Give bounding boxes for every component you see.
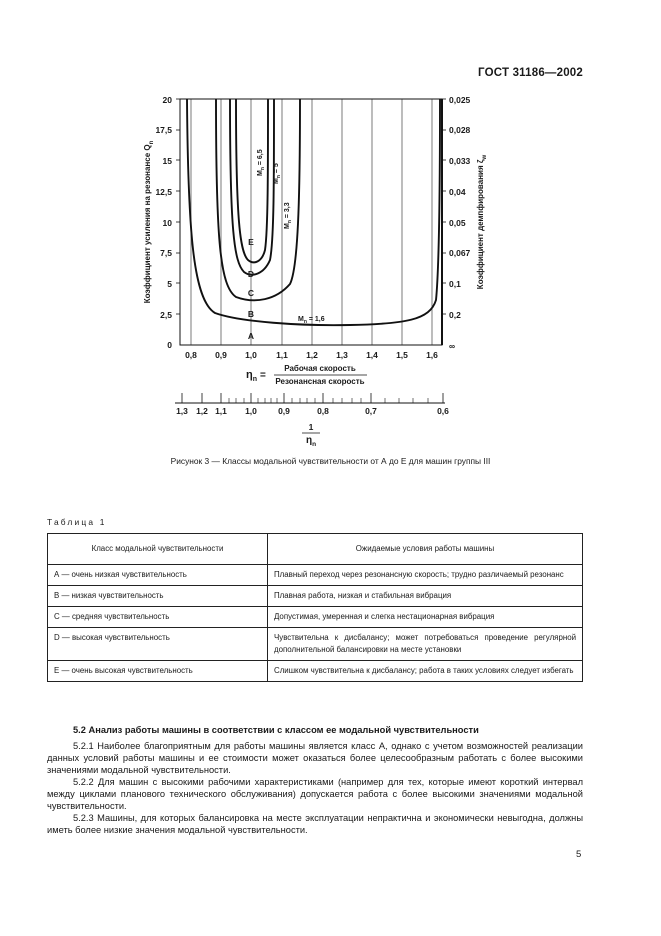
modal-sensitivity-figure bbox=[0, 0, 661, 452]
table-cell-class: С — средняя чувствительность bbox=[48, 607, 268, 628]
page-number: 5 bbox=[576, 849, 582, 860]
table-row bbox=[48, 628, 583, 661]
x-top-tick-0: 0,8 bbox=[185, 350, 197, 360]
y-left-tick-7: 17,5 bbox=[155, 125, 172, 135]
table-label: Таблица 1 bbox=[47, 517, 107, 527]
x-bottom-tick-6: 0,7 bbox=[365, 406, 377, 416]
sensitivity-table bbox=[47, 533, 583, 682]
table-cell-conditions: Плавный переход через резонансную скорость; трудно различаемый резонанс bbox=[268, 565, 583, 586]
table-header-conditions: Ожидаемые условия работы машины bbox=[268, 534, 583, 565]
curve-label-mn-1-6: $M_n = 1,6$ bbox=[298, 316, 325, 325]
table-cell-class: А — очень низкая чувствительность bbox=[48, 565, 268, 586]
x-top-tick-2: 1,0 bbox=[245, 350, 257, 360]
x-bottom-tick-1: 1,2 bbox=[196, 406, 208, 416]
document-code: ГОСТ 31186—2002 bbox=[478, 67, 583, 79]
y-left-tick-4: 10 bbox=[162, 218, 172, 228]
paragraph-5-2-2: 5.2.2 Для машин с высокими рабочими характеристиками (например для тех, которые имеют короткий интервал между циклами планового технического обслуживания) допускается работа с более высокими значениями модальной чувствительности. bbox=[47, 777, 583, 811]
x-top-tick-5: 1,3 bbox=[336, 350, 348, 360]
y-right-tick-0: ∞ bbox=[449, 341, 456, 351]
y-left-tick-0: 0 bbox=[167, 340, 172, 350]
table-cell-class: D — высокая чувствительность bbox=[48, 628, 268, 661]
x-top-tick-7: 1,5 bbox=[396, 350, 408, 360]
ratio-numerator: Рабочая скорость bbox=[284, 364, 356, 373]
zone-label-a: A bbox=[247, 331, 255, 341]
y-right-tick-2: 0,1 bbox=[449, 279, 461, 289]
y-right-tick-7: 0,028 bbox=[449, 125, 471, 135]
inverse-axis-major-ticks bbox=[182, 393, 443, 403]
y-right-tick-1: 0,2 bbox=[449, 310, 461, 320]
y-left-tick-1: 2,5 bbox=[160, 310, 172, 320]
y-right-axis-title: Коэффициент демпфирования $\zeta_w$ bbox=[476, 154, 488, 290]
plot-frame bbox=[180, 99, 442, 345]
curve-mn-3-3 bbox=[216, 99, 300, 300]
x-bottom-tick-3: 1,0 bbox=[245, 406, 257, 416]
table-cell-conditions: Допустимая, умеренная и слегка нестационарная вибрация bbox=[268, 607, 583, 628]
x-bottom-tick-7: 0,6 bbox=[437, 406, 449, 416]
table-header-row bbox=[48, 534, 583, 565]
zone-label-c: C bbox=[247, 288, 255, 298]
eta-formula bbox=[246, 364, 367, 386]
y-left-tick-2: 5 bbox=[167, 279, 172, 289]
table-header-class: Класс модальной чувствительности bbox=[48, 534, 268, 565]
paragraph-5-2-3: 5.2.3 Машины, для которых балансировка на месте эксплуатации непрактична и экономически невыгодна, должны иметь более низкие значения модальной чувствительности. bbox=[47, 813, 583, 835]
x-top-tick-4: 1,2 bbox=[306, 350, 318, 360]
paragraph-5-2-1: 5.2.1 Наиболее благоприятным для работы машины является класс А, однако с учетом возможностей реализации данных условий работы машины и ее стоимости может оказаться более целесообразным работать с более высокими значениями модальной чувствительности. bbox=[47, 741, 583, 775]
y-left-axis-title: Коэффициент усиления на резонансе $Q_n$ bbox=[143, 140, 155, 304]
y-left-tick-8: 20 bbox=[162, 95, 172, 105]
svg-text:ηn=: $\eta_n$ = bbox=[246, 369, 266, 383]
y-right-tick-6: 0,033 bbox=[449, 156, 471, 166]
vertical-grid bbox=[191, 99, 432, 345]
table-cell-class: В — низкая чувствительность bbox=[48, 586, 268, 607]
x-bottom-tick-2: 1,1 bbox=[215, 406, 227, 416]
x-top-tick-3: 1,1 bbox=[276, 350, 288, 360]
svg-text:1: 1 bbox=[308, 422, 314, 432]
ratio-denominator: Резонансная скорость bbox=[275, 377, 365, 386]
zone-label-e: E bbox=[248, 237, 254, 247]
table-cell-conditions: Чувствительна к дисбалансу; может потребоваться проведение регулярной дополнительной балансировки на месте установки bbox=[268, 628, 583, 661]
x-top-tick-8: 1,6 bbox=[426, 350, 438, 360]
y-right-tick-3: 0,067 bbox=[449, 248, 471, 258]
zone-label-b: B bbox=[247, 309, 255, 319]
svg-text:ηn: $\eta_n$ bbox=[306, 435, 317, 448]
y-left-tick-5: 12,5 bbox=[155, 187, 172, 197]
table-cell-conditions: Плавная работа, низкая и стабильная вибрация bbox=[268, 586, 583, 607]
table-row bbox=[48, 586, 583, 607]
table-cell-class: Е — очень высокая чувствительность bbox=[48, 661, 268, 682]
x-bottom-tick-4: 0,9 bbox=[278, 406, 290, 416]
section-title: 5.2 Анализ работы машины в соответствии с классом ее модальной чувствительности bbox=[73, 725, 479, 735]
x-top-tick-1: 0,9 bbox=[215, 350, 227, 360]
y-left-tick-3: 7,5 bbox=[160, 248, 172, 258]
inverse-eta-label bbox=[302, 422, 320, 448]
x-bottom-tick-5: 0,8 bbox=[317, 406, 329, 416]
x-bottom-tick-0: 1,3 bbox=[176, 406, 188, 416]
y-right-tick-5: 0,04 bbox=[449, 187, 466, 197]
table-row bbox=[48, 661, 583, 682]
curve-label-mn-5: $M_n = 5$ bbox=[273, 163, 282, 184]
zone-label-d: D bbox=[247, 269, 255, 279]
inverse-axis-minor-ticks bbox=[229, 398, 428, 403]
table-row bbox=[48, 607, 583, 628]
curve-label-mn-3-3: $M_n = 3,3$ bbox=[284, 202, 293, 229]
y-right-tick-4: 0,05 bbox=[449, 218, 466, 228]
curve-label-mn-6-5: $M_n = 6,5$ bbox=[257, 149, 266, 176]
x-top-tick-6: 1,4 bbox=[366, 350, 378, 360]
y-left-tick-6: 15 bbox=[162, 156, 172, 166]
figure-caption: Рисунок 3 — Классы модальной чувствительности от А до Е для машин группы III bbox=[170, 456, 491, 466]
table-row bbox=[48, 565, 583, 586]
y-right-tick-8: 0,025 bbox=[449, 95, 471, 105]
table-cell-conditions: Слишком чувствительна к дисбалансу; работа в таких условиях следует избегать bbox=[268, 661, 583, 682]
